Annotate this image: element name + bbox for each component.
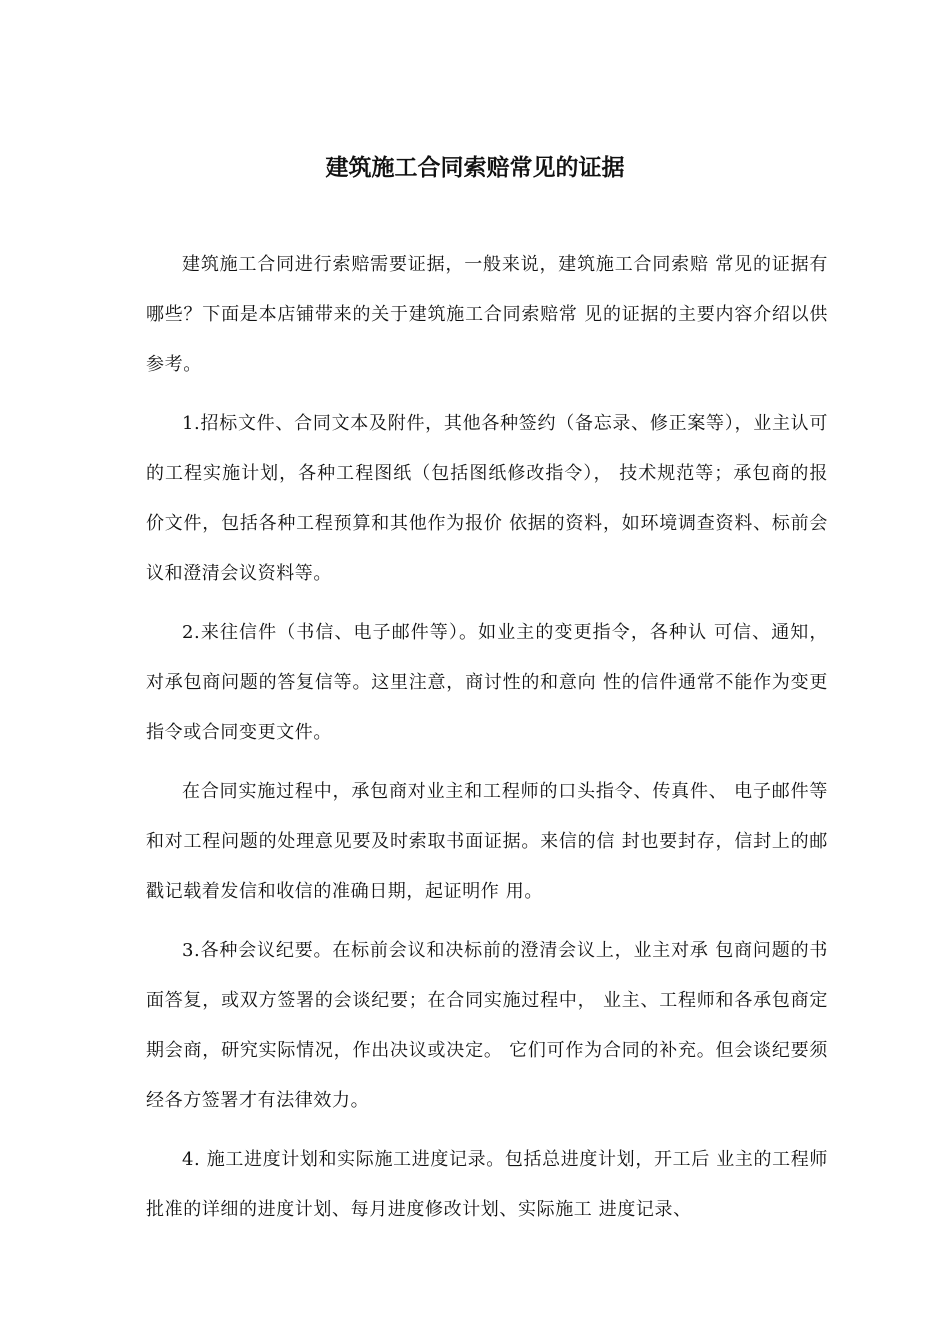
document-body [146,240,828,1244]
document-title: 建筑施工合同索赔常见的证据 [325,155,625,181]
paragraph-item-3: 3.各种会议纪要。在标前会议和决标前的澄清会议上，业主对承 包商问题的书面答复，或双方签署的会谈纪要；在合同实施过程中， 业主、工程师和各承包商定期会商，研究实际情况，作出决议或决定。 它们可作为合同的补充。但会谈纪要须经各方签署才有法律效力。 [146,940,828,1111]
paragraph-item-1: 1.招标文件、合同文本及附件，其他各种签约（备忘录、修正案等），业主认可的工程实施计划，各种工程图纸（包括图纸修改指令）， 技术规范等；承包商的报价文件，包括各种工程预算和其他作为报价 依据的资料，如环境调查资料、标前会议和澄清会议资料等。 [146,413,828,584]
paragraph-item-2-note: 在合同实施过程中，承包商对业主和工程师的口头指令、传真件、 电子邮件等和对工程问题的处理意见要及时索取书面证据。来信的信 封也要封存，信封上的邮戳记载着发信和收信的准确日期，起证明作 用。 [146,781,828,902]
paragraph-item-2: 2.来往信件（书信、电子邮件等）。如业主的变更指令，各种认 可信、通知，对承包商问题的答复信等。这里注意，商讨性的和意向 性的信件通常不能作为变更指令或合同变更文件。 [146,622,828,743]
paragraph-intro: 建筑施工合同进行索赔需要证据，一般来说，建筑施工合同索赔 常见的证据有哪些？下面是本店铺带来的关于建筑施工合同索赔常 见的证据的主要内容介绍以供参考。 [146,254,828,375]
paragraph-item-4: 4. 施工进度计划和实际施工进度记录。包括总进度计划，开工后 业主的工程师批准的详细的进度计划、每月进度修改计划、实际施工 进度记录、 [146,1149,828,1220]
